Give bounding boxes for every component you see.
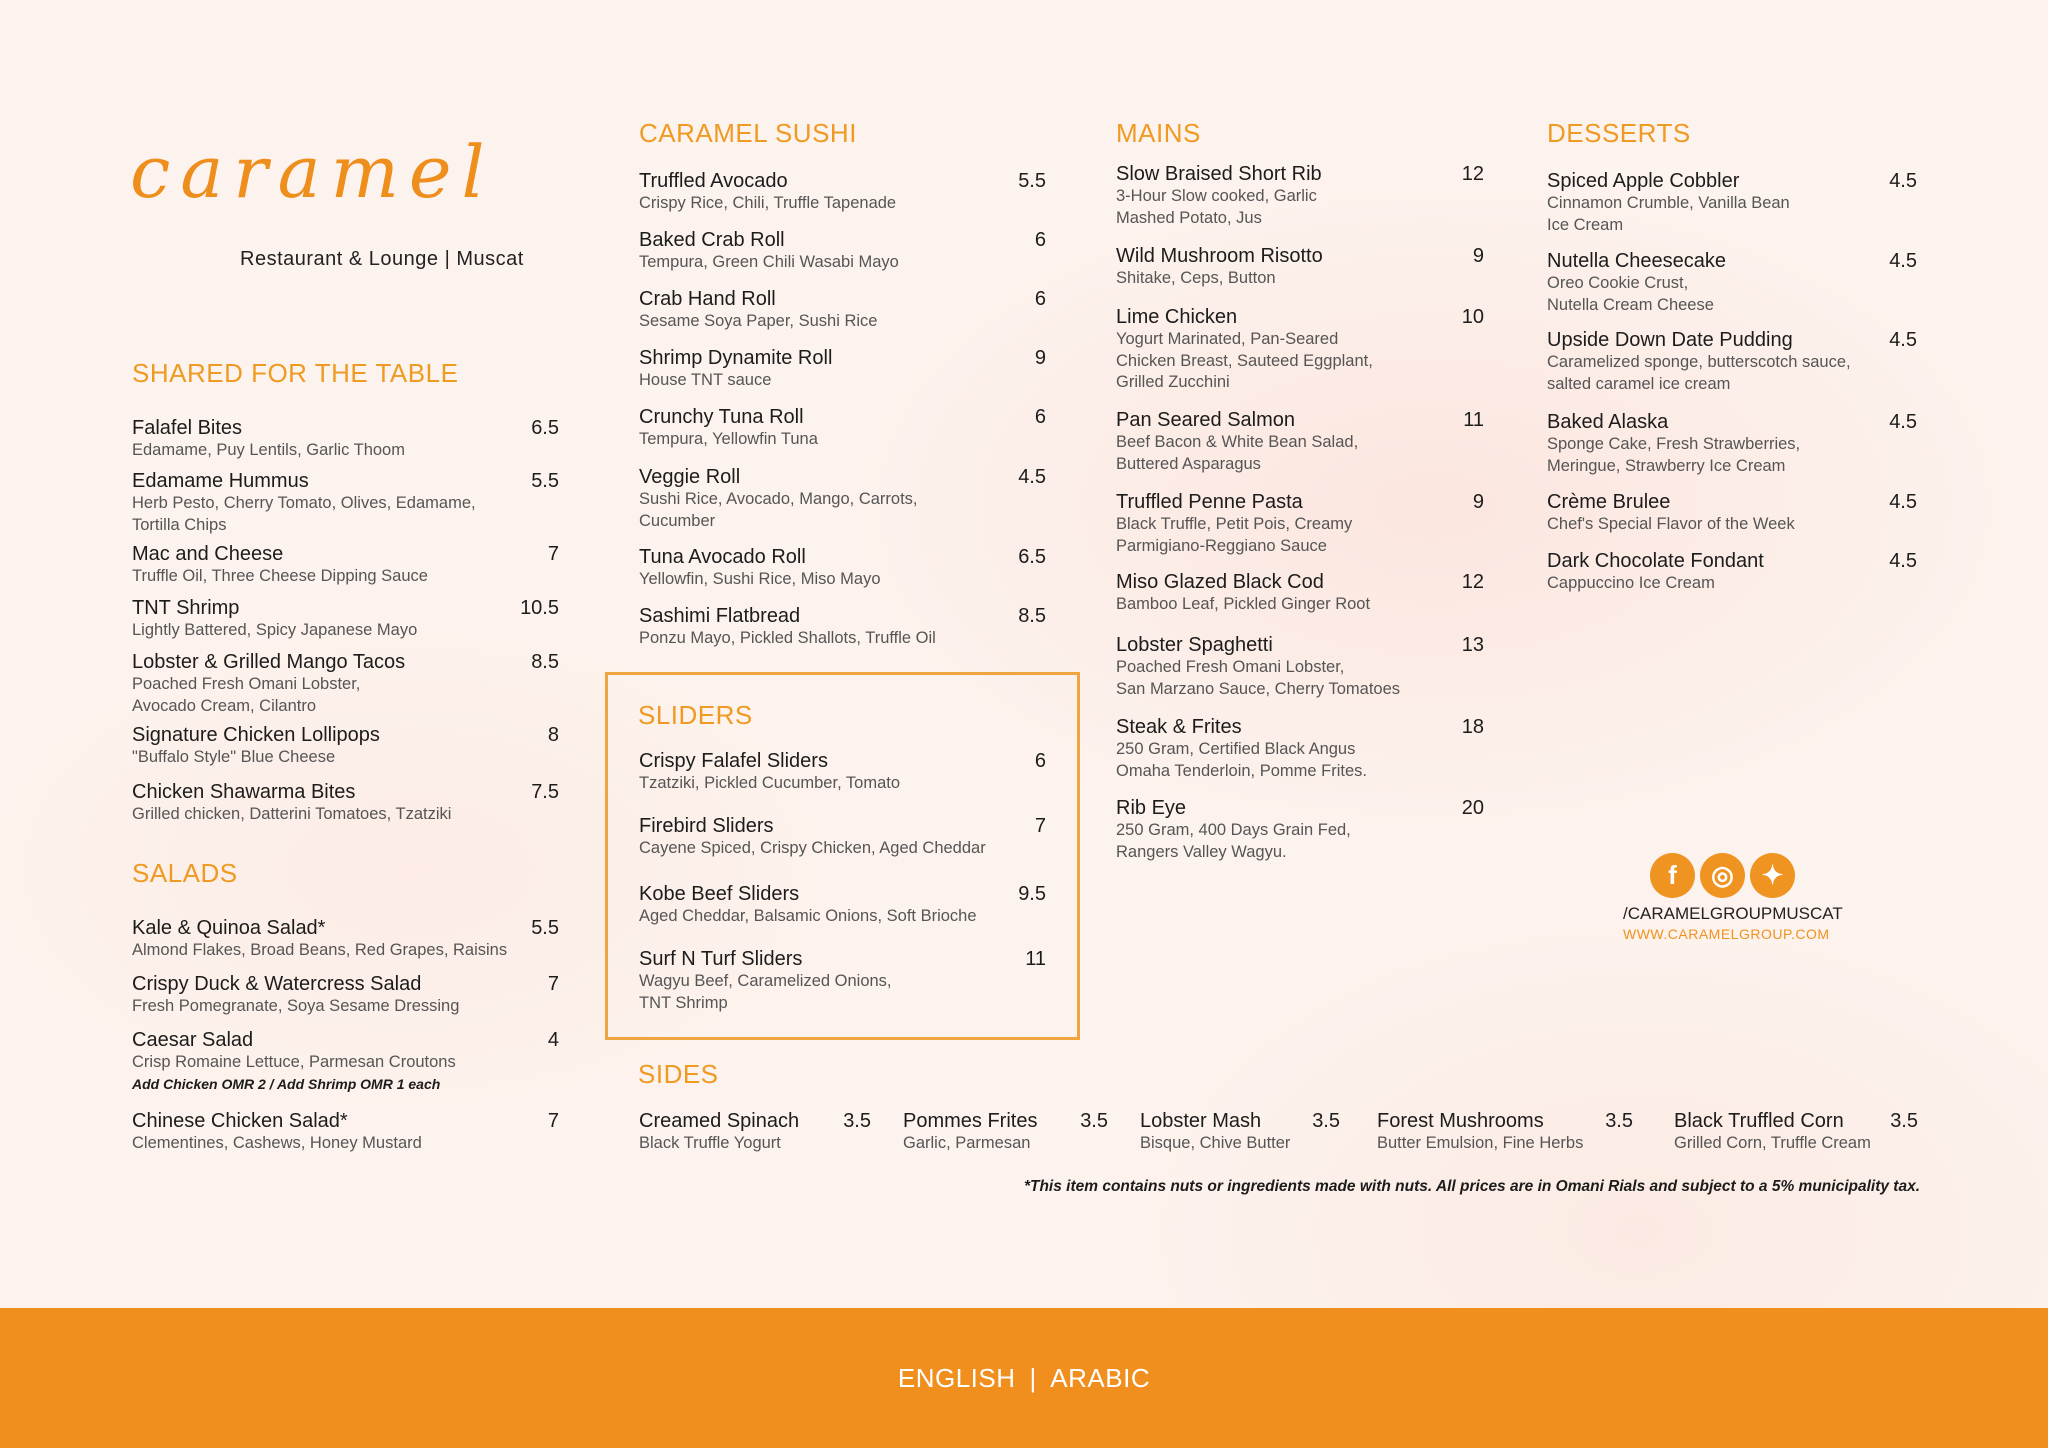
menu-item-name: Signature Chicken Lollipops — [132, 724, 380, 746]
menu-item-description — [639, 628, 1046, 650]
menu-item — [1547, 170, 1917, 236]
menu-item-name: Upside Down Date Pudding — [1547, 329, 1793, 351]
section-title-sliders: SLIDERS — [638, 700, 753, 730]
menu-item-description — [1116, 820, 1484, 863]
footer-bar — [0, 1308, 2048, 1448]
description-line: Black Truffle, Petit Pois, Creamy — [1116, 515, 1353, 533]
menu-item-price: 4.5 — [1889, 411, 1917, 433]
menu-item-price: 8.5 — [531, 651, 559, 673]
menu-item — [1547, 550, 1917, 595]
menu-item-price: 18 — [1461, 716, 1484, 738]
menu-item — [639, 948, 1046, 1014]
menu-item-price: 8 — [547, 724, 559, 746]
menu-item — [1547, 250, 1917, 316]
menu-item — [639, 546, 1046, 591]
menu-item-description — [639, 489, 1046, 532]
menu-item-price: 5.5 — [1018, 170, 1046, 192]
menu-item-description — [639, 838, 1046, 860]
menu-item — [639, 750, 1046, 795]
description-line: Beef Bacon & White Bean Salad, — [1116, 433, 1359, 451]
menu-item-price: 7 — [1034, 815, 1046, 837]
menu-item-description — [639, 252, 1046, 274]
menu-item-price: 9 — [1472, 491, 1484, 513]
description-line: Yellowfin, Sushi Rice, Miso Mayo — [639, 570, 881, 588]
description-line: Crispy Rice, Chili, Truffle Tapenade — [639, 194, 897, 212]
menu-item-name: Crunchy Tuna Roll — [639, 406, 804, 428]
menu-item-price: 9 — [1034, 347, 1046, 369]
description-line: Tzatziki, Pickled Cucumber, Tomato — [639, 774, 901, 792]
menu-item-description — [132, 620, 559, 642]
menu-item-price: 20 — [1461, 797, 1484, 819]
menu-item-description — [132, 747, 559, 769]
description-line: 250 Gram, Certified Black Angus — [1116, 740, 1356, 758]
instagram-icon[interactable]: ◎ — [1700, 853, 1745, 898]
description-line: Poached Fresh Omani Lobster, — [132, 675, 361, 693]
menu-item-description — [1116, 329, 1484, 394]
menu-item-name: Forest Mushrooms — [1377, 1110, 1544, 1132]
menu-item-price: 4.5 — [1889, 329, 1917, 351]
menu-item — [639, 1110, 871, 1155]
website-link[interactable]: WWW.CARAMELGROUP.COM — [1623, 926, 1830, 942]
description-line: Avocado Cream, Cilantro — [132, 696, 317, 715]
description-line: Bamboo Leaf, Pickled Ginger Root — [1116, 595, 1371, 613]
description-line: Bisque, Chive Butter — [1140, 1134, 1291, 1152]
menu-item-description — [639, 311, 1046, 333]
menu-item — [1377, 1110, 1633, 1155]
description-line: Chicken Breast, Sauteed Eggplant, — [1116, 351, 1373, 370]
menu-item-name: Truffled Penne Pasta — [1116, 491, 1303, 513]
menu-item-description — [132, 1052, 559, 1074]
description-line: Rangers Valley Wagyu. — [1116, 842, 1287, 861]
menu-item-name: Kale & Quinoa Salad* — [132, 917, 326, 939]
description-line: Wagyu Beef, Caramelized Onions, — [639, 972, 892, 990]
description-line: Sushi Rice, Avocado, Mango, Carrots, — [639, 490, 918, 508]
menu-item-description — [639, 429, 1046, 451]
description-line: 250 Gram, 400 Days Grain Fed, — [1116, 821, 1351, 839]
menu-item — [1116, 491, 1484, 557]
menu-item-description — [132, 493, 559, 536]
menu-item — [132, 651, 559, 717]
menu-item-price: 7 — [547, 1110, 559, 1132]
menu-item-price: 3.5 — [1605, 1110, 1633, 1132]
social-handle[interactable]: /CARAMELGROUPMUSCAT — [1623, 904, 1843, 923]
menu-item — [1547, 491, 1917, 536]
menu-item — [132, 917, 559, 962]
description-line: Clementines, Cashews, Honey Mustard — [132, 1134, 422, 1152]
menu-item-description — [1547, 352, 1917, 395]
menu-item-description — [1116, 186, 1484, 229]
section-title-sushi: CARAMEL SUSHI — [639, 118, 857, 148]
menu-item-description — [1116, 432, 1484, 475]
description-line: Ponzu Mayo, Pickled Shallots, Truffle Oil — [639, 629, 936, 647]
menu-item-name: Creamed Spinach — [639, 1110, 800, 1132]
description-line: Tortilla Chips — [132, 515, 227, 534]
description-line: San Marzano Sauce, Cherry Tomatoes — [1116, 679, 1401, 698]
menu-item-description — [639, 906, 1046, 928]
twitter-icon[interactable]: ✦ — [1750, 853, 1795, 898]
menu-item-name: Dark Chocolate Fondant — [1547, 550, 1764, 572]
description-line: TNT Shrimp — [639, 993, 728, 1012]
menu-item-name: Crème Brulee — [1547, 491, 1671, 513]
menu-item-price: 7.5 — [531, 781, 559, 803]
logo-wordmark: caramel — [130, 130, 495, 214]
menu-item-description — [639, 773, 1046, 795]
description-line: 3-Hour Slow cooked, Garlic — [1116, 187, 1317, 205]
menu-item-name: TNT Shrimp — [132, 597, 240, 619]
menu-item — [1116, 797, 1484, 863]
menu-item-description — [1116, 268, 1484, 290]
description-line: Nutella Cream Cheese — [1547, 295, 1714, 314]
menu-item-name: Shrimp Dynamite Roll — [639, 347, 833, 369]
menu-item-name: Miso Glazed Black Cod — [1116, 571, 1324, 593]
menu-item — [1116, 634, 1484, 700]
description-line: Grilled Corn, Truffle Cream — [1674, 1134, 1871, 1152]
language-separator: | — [1029, 1362, 1037, 1393]
description-line: Crisp Romaine Lettuce, Parmesan Croutons — [132, 1053, 456, 1071]
menu-item — [639, 605, 1046, 650]
menu-item — [132, 417, 559, 462]
language-english-link[interactable]: ENGLISH — [897, 1362, 1016, 1393]
menu-item-price: 3.5 — [1312, 1110, 1340, 1132]
menu-item-description — [903, 1133, 1108, 1155]
menu-item-note: Add Chicken OMR 2 / Add Shrimp OMR 1 each — [132, 1075, 441, 1092]
menu-item-description — [132, 940, 559, 962]
menu-item-price: 13 — [1461, 634, 1484, 656]
menu-item-price: 5.5 — [531, 470, 559, 492]
menu-item — [1116, 409, 1484, 475]
menu-item-price: 4.5 — [1889, 550, 1917, 572]
menu-item-name: Lobster Spaghetti — [1116, 634, 1273, 656]
menu-item-name: Rib Eye — [1116, 797, 1187, 819]
menu-item — [132, 470, 559, 536]
description-line: Ice Cream — [1547, 215, 1624, 234]
description-line: Cinnamon Crumble, Vanilla Bean — [1547, 194, 1790, 212]
description-line: Mashed Potato, Jus — [1116, 208, 1262, 227]
menu-item-description — [1116, 657, 1484, 700]
menu-item-name: Lime Chicken — [1116, 306, 1238, 328]
menu-item-description — [1547, 434, 1917, 477]
menu-item — [1116, 245, 1484, 290]
menu-item-price: 4 — [547, 1029, 559, 1051]
menu-item-description — [132, 440, 559, 462]
description-line: Omaha Tenderloin, Pomme Frites. — [1116, 761, 1367, 780]
menu-item-price: 4.5 — [1018, 466, 1046, 488]
menu-item — [132, 597, 559, 642]
menu-item-description — [1547, 273, 1917, 316]
menu-item-price: 6 — [1034, 406, 1046, 428]
description-line: Caramelized sponge, butterscotch sauce, — [1547, 353, 1851, 371]
menu-item-name: Spiced Apple Cobbler — [1547, 170, 1740, 192]
menu-item-price: 6 — [1034, 750, 1046, 772]
menu-item-name: Caesar Salad — [132, 1029, 254, 1051]
menu-item — [1674, 1110, 1918, 1155]
description-line: Cucumber — [639, 511, 716, 530]
menu-item-price: 3.5 — [843, 1110, 871, 1132]
menu-item — [132, 724, 559, 769]
description-line: Sponge Cake, Fresh Strawberries, — [1547, 435, 1801, 453]
menu-item — [132, 1110, 559, 1155]
menu-item-price: 11 — [1025, 948, 1046, 970]
menu-item — [1116, 163, 1484, 229]
menu-item-name: Edamame Hummus — [132, 470, 309, 492]
language-arabic-link[interactable]: ARABIC — [1050, 1362, 1151, 1393]
menu-item-name: Falafel Bites — [132, 417, 243, 439]
menu-item-name: Tuna Avocado Roll — [639, 546, 806, 568]
social-icons — [1650, 853, 1840, 898]
description-line: Aged Cheddar, Balsamic Onions, Soft Brioche — [639, 907, 977, 925]
menu-item-price: 5.5 — [531, 917, 559, 939]
description-line: Black Truffle Yogurt — [639, 1134, 781, 1152]
menu-item-name: Wild Mushroom Risotto — [1116, 245, 1323, 267]
menu-item-name: Surf N Turf Sliders — [639, 948, 803, 970]
menu-item-price: 3.5 — [1890, 1110, 1918, 1132]
description-line: Garlic, Parmesan — [903, 1134, 1031, 1152]
description-line: Chef's Special Flavor of the Week — [1547, 515, 1795, 533]
logo-subtitle: Restaurant & Lounge | Muscat — [240, 248, 524, 270]
description-line: Sesame Soya Paper, Sushi Rice — [639, 312, 878, 330]
description-line: Shitake, Ceps, Button — [1116, 269, 1276, 287]
menu-item-price: 9.5 — [1018, 883, 1046, 905]
menu-item-price: 8.5 — [1018, 605, 1046, 627]
menu-item-price: 11 — [1463, 409, 1484, 431]
menu-item-name: Steak & Frites — [1116, 716, 1242, 738]
social-block — [1623, 853, 1843, 942]
menu-item — [132, 973, 559, 1018]
menu-item-name: Firebird Sliders — [639, 815, 774, 837]
menu-item-description — [1547, 193, 1917, 236]
menu-item — [1547, 411, 1917, 477]
menu-item-name: Kobe Beef Sliders — [639, 883, 800, 905]
menu-item-name: Lobster & Grilled Mango Tacos — [132, 651, 406, 673]
menu-item-name: Baked Crab Roll — [639, 229, 785, 251]
menu-item — [132, 781, 559, 826]
description-line: Poached Fresh Omani Lobster, — [1116, 658, 1345, 676]
description-line: Buttered Asparagus — [1116, 454, 1261, 473]
menu-item-description — [132, 674, 559, 717]
menu-item-price: 7 — [547, 543, 559, 565]
description-line: Truffle Oil, Three Cheese Dipping Sauce — [132, 567, 428, 585]
menu-item-description — [1547, 514, 1917, 536]
description-line: Cayene Spiced, Crispy Chicken, Aged Cheddar — [639, 839, 986, 857]
menu-item-description — [639, 193, 1046, 215]
menu-item-name: Black Truffled Corn — [1674, 1110, 1844, 1132]
menu-item — [1116, 306, 1484, 394]
menu-item-price: 6 — [1034, 229, 1046, 251]
menu-item-price: 6.5 — [1018, 546, 1046, 568]
menu-item-description — [1116, 594, 1484, 616]
menu-item-price: 12 — [1461, 571, 1484, 593]
menu-item-name: Mac and Cheese — [132, 543, 284, 565]
menu-item-description — [639, 569, 1046, 591]
menu-item-name: Slow Braised Short Rib — [1116, 163, 1322, 185]
menu-item-name: Nutella Cheesecake — [1547, 250, 1726, 272]
menu-item-name: Truffled Avocado — [639, 170, 788, 192]
description-line: Grilled Zucchini — [1116, 373, 1230, 391]
description-line: House TNT sauce — [639, 371, 772, 389]
menu-item — [639, 883, 1046, 928]
menu-item-description — [639, 370, 1046, 392]
menu-item-name: Pan Seared Salmon — [1116, 409, 1296, 431]
menu-item — [1116, 716, 1484, 782]
description-line: Tempura, Yellowfin Tuna — [639, 430, 818, 448]
footnote: *This item contains nuts or ingredients made with nuts. All prices are in Omani Rials and subject to a 5% municipality tax. — [1023, 1178, 1920, 1195]
section-title-mains: MAINS — [1116, 118, 1201, 148]
menu-item-price: 10.5 — [520, 597, 559, 619]
menu-item-name: Veggie Roll — [639, 466, 741, 488]
restaurant-logo — [130, 130, 560, 280]
description-line: Lightly Battered, Spicy Japanese Mayo — [132, 621, 418, 639]
menu-item-description — [639, 971, 1046, 1014]
menu-item-price: 4.5 — [1889, 491, 1917, 513]
menu-item-description — [1140, 1133, 1340, 1155]
description-line: Herb Pesto, Cherry Tomato, Olives, Edamame, — [132, 494, 476, 512]
menu-item — [639, 170, 1046, 215]
description-line: Butter Emulsion, Fine Herbs — [1377, 1134, 1584, 1152]
section-title-desserts: DESSERTS — [1547, 118, 1691, 148]
menu-item-price: 7 — [547, 973, 559, 995]
menu-item — [132, 543, 559, 588]
description-line: Meringue, Strawberry Ice Cream — [1547, 456, 1786, 475]
description-line: Cappuccino Ice Cream — [1547, 574, 1715, 592]
menu-item-price: 3.5 — [1080, 1110, 1108, 1132]
menu-item — [639, 406, 1046, 451]
menu-item-price: 10 — [1461, 306, 1484, 328]
menu-item-description — [132, 804, 559, 826]
description-line: "Buffalo Style" Blue Cheese — [132, 748, 336, 766]
menu-item-description — [1116, 514, 1484, 557]
section-title-sides: SIDES — [638, 1059, 719, 1089]
menu-item — [903, 1110, 1108, 1155]
menu-item — [132, 1029, 559, 1094]
menu-item — [639, 815, 1046, 860]
menu-item — [639, 288, 1046, 333]
menu-item-description — [1547, 573, 1917, 595]
menu-item-name: Crispy Falafel Sliders — [639, 750, 828, 772]
menu-item — [1547, 329, 1917, 395]
menu-item-description — [1674, 1133, 1918, 1155]
menu-item — [639, 229, 1046, 274]
menu-item-description — [1377, 1133, 1633, 1155]
menu-item — [1140, 1110, 1340, 1155]
description-line: Yogurt Marinated, Pan-Seared — [1116, 330, 1339, 348]
section-title-salads: SALADS — [132, 858, 238, 888]
description-line: Tempura, Green Chili Wasabi Mayo — [639, 253, 899, 271]
description-line: Parmigiano-Reggiano Sauce — [1116, 536, 1327, 555]
menu-item-price: 6.5 — [531, 417, 559, 439]
description-line: Almond Flakes, Broad Beans, Red Grapes, Raisins — [132, 941, 508, 959]
menu-item-description — [132, 566, 559, 588]
menu-item-price: 9 — [1472, 245, 1484, 267]
description-line: Oreo Cookie Crust, — [1547, 274, 1689, 292]
menu-item-price: 12 — [1461, 163, 1484, 185]
menu-item-description — [1116, 739, 1484, 782]
menu-item-price: 4.5 — [1889, 170, 1917, 192]
menu-item-description — [639, 1133, 871, 1155]
section-title-shared: SHARED FOR THE TABLE — [132, 358, 459, 388]
menu-item-name: Chicken Shawarma Bites — [132, 781, 356, 803]
description-line: Edamame, Puy Lentils, Garlic Thoom — [132, 441, 405, 459]
menu-item-price: 4.5 — [1889, 250, 1917, 272]
menu-item-price: 6 — [1034, 288, 1046, 310]
menu-item-name: Crab Hand Roll — [639, 288, 776, 310]
menu-item — [639, 466, 1046, 532]
facebook-icon[interactable]: f — [1650, 853, 1695, 898]
menu-item-name: Pommes Frites — [903, 1110, 1038, 1132]
menu-item-name: Crispy Duck & Watercress Salad — [132, 973, 422, 995]
description-line: Grilled chicken, Datterini Tomatoes, Tzatziki — [132, 805, 452, 823]
description-line: Fresh Pomegranate, Soya Sesame Dressing — [132, 997, 460, 1015]
menu-item — [639, 347, 1046, 392]
menu-item-name: Sashimi Flatbread — [639, 605, 801, 627]
menu-item-name: Baked Alaska — [1547, 411, 1669, 433]
menu-item-description — [132, 1133, 559, 1155]
menu-item — [1116, 571, 1484, 616]
menu-item-description — [132, 996, 559, 1018]
description-line: salted caramel ice cream — [1547, 374, 1731, 393]
menu-item-name: Chinese Chicken Salad* — [132, 1110, 348, 1132]
menu-item-name: Lobster Mash — [1140, 1110, 1262, 1132]
